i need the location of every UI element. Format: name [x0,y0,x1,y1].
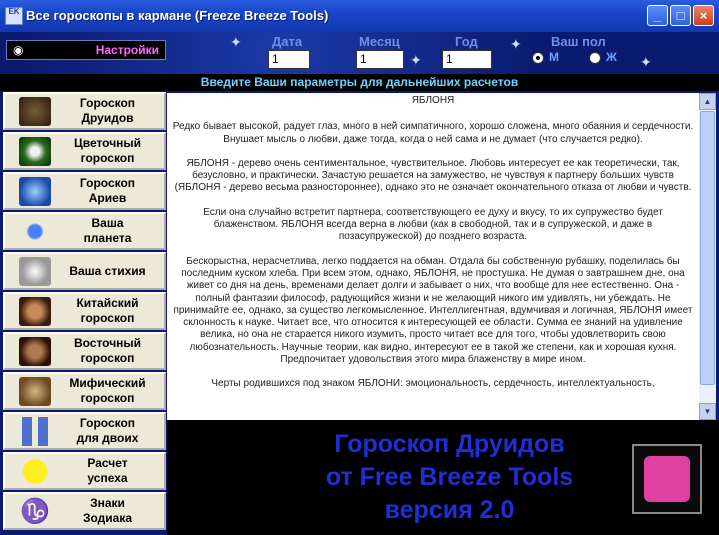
star-decoration-icon: ✦ [510,36,522,52]
nav-couple-horoscope[interactable] [3,412,166,450]
gender-male-label: М [549,50,559,64]
nav-chinese-horoscope[interactable] [3,292,166,330]
nav-label: Восточный гороскоп [73,336,142,365]
nav-eastern-horoscope[interactable] [3,332,166,370]
flower-icon [19,137,51,166]
gender-female-radio[interactable] [589,52,601,64]
title-bar [0,0,719,32]
promo-version: версия 2.0 [384,496,515,524]
month-input[interactable]: 1 [356,50,404,69]
nav-label: Знаки Зодиака [82,496,133,525]
smiley-icon [19,457,51,486]
settings-bar [0,32,719,74]
horoscope-text-pane[interactable] [167,93,699,420]
year-label: Год [455,34,478,49]
horoscope-paragraph: ЯБЛОНЯ - дерево очень сентиментальное, чувствительное. Любовь интересует ее как теоретически, так, безусловно, и практически. Зачастую решается на замужество, не чувствуя к партнеру больших чувств (ЯБЛОНЯ - дерево весьма разностороннее), однако это не означает окончательного отказа от любви и чувств. [174,157,692,194]
horoscope-paragraph: Черты родившихся под знаком ЯБЛОНИ: эмоциональность, сердечность, интеллектуальность, [211,378,655,390]
nav-mythic-horoscope[interactable] [3,372,166,410]
nav-flower-horoscope[interactable] [3,132,166,170]
settings-button[interactable] [6,40,166,60]
month-label: Месяц [359,34,400,49]
capricorn-icon: ♑ [20,498,50,525]
nav-label: Китайский гороскоп [76,296,139,325]
nav-label: Расчет успеха [87,456,128,485]
gender-female-label: Ж [606,50,617,64]
couple-icon [19,417,51,446]
swirl-icon [19,177,51,206]
nav-druid-horoscope[interactable] [3,92,166,130]
scroll-down-button[interactable]: ▼ [699,403,716,420]
planet-icon [19,217,51,246]
nav-label: Цветочный гороскоп [73,136,142,165]
nav-your-planet[interactable] [3,212,166,250]
nav-label: Гороскоп Ариев [79,176,136,205]
sidebar [3,91,166,531]
star-decoration-icon: ✦ [410,52,422,68]
horoscope-paragraph: Бескорыстна, нерасчетлива, легко поддается на обман. Отдала бы собственную рубашку, поделилась бы последним куском хлеба. При всем этом, однако, ЯБЛОНЯ, не простушка. Не думая о завтрашнем дне, она живет со дня на день, временами делает долги и забывает о них, что вообще для нее естественно. Она - полный фантазии философ, радующийся жизни и не желающий никого им удивлять, ни убеждать. Не принимайте ее, однако, за существо легкомысленное. Интеллигентная, вдумчивая и логичная, ЯБЛОНЯ имеет склонность к науке. Читает все, что относится к интересующей ее области. Сумма ее знаний на удивление велика, но она не старается никого изумить, просто читает все для того, чтобы удовлетворить свою любознательность. Научные теории, как видно, интересуют ее в такой же степени, как и хорошая кухня. Предпочитает удовольствия этого мира блаженству в мире ином. [173,255,693,366]
year-input[interactable]: 1 [442,50,492,69]
nav-your-element[interactable] [3,252,166,290]
promo-vendor: от Free Breeze Tools [325,463,574,491]
promo-panel [167,420,719,535]
nav-zodiac-signs[interactable] [3,492,166,530]
instruction-banner: Введите Ваши параметры для дальнейших расчетов [0,74,719,91]
horoscope-paragraph: Если она случайно встретит партнера, соответствующего ее духу и вкусу, то их супружество будет блаженством. ЯБЛОНЯ всегда верна в любви (как в свободной, так и в супружеской, и даже в позасупружеской) до позднего возраста. [203,206,663,243]
vertical-scrollbar[interactable] [699,93,716,420]
horoscope-heading: ЯБЛОНЯ [411,95,455,106]
eastern-face-icon [19,337,51,366]
settings-label: Настройки [95,43,159,57]
date-label: Дата [272,34,303,49]
nav-label: Ваша планета [83,216,132,245]
window-title: Все гороскопы в кармане (Freeze Breeze Tools) [26,8,329,23]
promo-title: Гороскоп Друидов [334,430,565,458]
scroll-up-button[interactable]: ▲ [699,93,716,110]
app-icon: EK [5,7,23,25]
gender-male-radio[interactable] [532,52,544,64]
gender-label: Ваш пол [551,34,606,49]
brand-logo [632,444,702,514]
mythic-mask-icon [19,377,51,406]
nav-label: Мифический гороскоп [69,376,146,405]
maximize-button[interactable]: □ [670,5,691,26]
eye-icon: ◉ [13,43,24,57]
star-decoration-icon: ✦ [230,34,242,50]
tree-icon [19,97,51,126]
storm-icon [19,257,51,286]
scroll-thumb[interactable] [700,111,715,385]
nav-aryan-horoscope[interactable] [3,172,166,210]
nav-label: Гороскоп Друидов [79,96,136,125]
nav-success-calc[interactable] [3,452,166,490]
minimize-button[interactable]: _ [647,5,668,26]
nav-label: Ваша стихия [69,263,146,278]
logo-mark-icon [644,456,690,502]
close-button[interactable]: × [693,5,714,26]
chinese-face-icon [19,297,51,326]
star-decoration-icon: ✦ [640,54,652,70]
nav-label: Гороскоп для двоих [76,416,139,445]
horoscope-paragraph: Редко бывает высокой, радует глаз, много в ней симпатичного, хорошо сложена, много обаяния и сердечности. Внушает мысль о любви, даже тогда, когда о ней сама и не думает (что случается редко). [172,121,694,145]
date-input[interactable]: 1 [268,50,310,69]
